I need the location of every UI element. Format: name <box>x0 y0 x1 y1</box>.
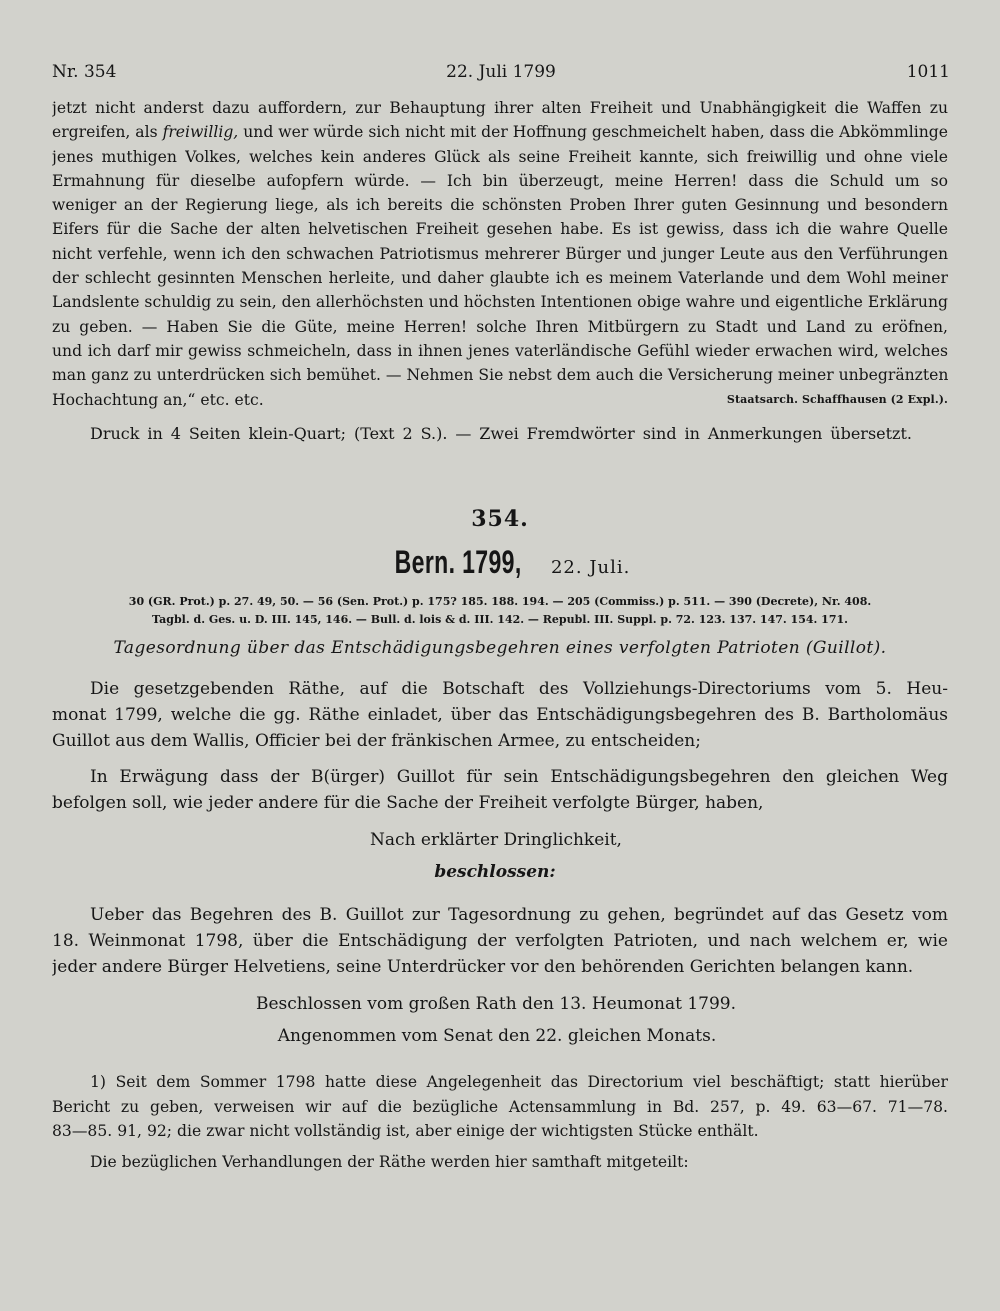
text-line: jetzt nicht anderst dazu auffordern, zur Behauptung ihrer alten Freiheit und Unabhängigkeit die Waffen zu <box>52 99 948 117</box>
urgency-line: Nach erklärter Dringlichkeit, <box>370 830 622 850</box>
footnote-line: 83—85. 91, 92; die zwar nicht vollständig ist, aber einige der wichtigsten Stücke enthält. <box>52 1122 759 1140</box>
paragraph-considering <box>52 764 948 816</box>
text-line: Eifers für die Sache der alten helvetischen Freiheit gesehen habe. Es ist gewiss, dass ich die wahre Quelle <box>52 220 948 239</box>
text-line: ergreifen, als freiwillig, und wer würde sich nicht mit der Hoffnung geschmeichelt haben, dass die Abkömmlinge <box>52 123 948 142</box>
text-line: zu geben. — Haben Sie die Güte, meine Herren! solche Ihren Mitbürgern zu Stadt und Land zu eröfnen, <box>52 317 948 336</box>
paragraph-preamble <box>52 676 948 754</box>
resolved-heading: beschlossen: <box>434 862 556 882</box>
print-note: Druck in 4 Seiten klein-Quart; (Text 2 S.). — Zwei Fremdwörter sind in Anmerkungen übersetzt. <box>90 424 912 443</box>
text-line: man ganz zu unterdrücken sich bemühet. — Nehmen Sie nebst dem auch die Versicherung meiner unbegränzten <box>52 366 948 385</box>
continuation-text <box>52 96 948 412</box>
document-place: Bern. 1799, <box>394 544 522 580</box>
document-subject: Tagesordnung über das Entschädigungsbegehren eines verfolgten Patrioten (Guillot). <box>113 638 887 658</box>
footnote <box>52 1070 948 1174</box>
text-line: Ueber das Begehren des B. Guillot zur Tagesordnung zu gehen, begründet auf das Gesetz vom <box>90 905 948 925</box>
text-line: weniger an der Regierung liege, als ich bereits die schönsten Proben Ihrer guten Gesinnung und besondern <box>52 196 948 215</box>
text-line: befolgen soll, wie jeder andere für die Sache der Freiheit verfolgte Bürger, haben, <box>52 793 764 813</box>
page-header <box>52 62 950 84</box>
document-date: 22. Juli. <box>550 557 631 578</box>
text-line: Guillot aus dem Wallis, Officier bei der fränkischen Armee, zu entscheiden; <box>52 731 701 751</box>
text-line: 18. Weinmonat 1798, über die Entschädigung der verfolgten Patrioten, und nach welchem er, wie <box>52 931 948 951</box>
header-date: 22. Juli 1799 <box>446 62 556 82</box>
adoption-senate: Angenommen vom Senat den 22. gleichen Monats. <box>277 1026 717 1046</box>
paragraph-resolution <box>52 902 948 980</box>
text-line: Die gesetzgebenden Räthe, auf die Botschaft des Vollziehungs-Directoriums vom 5. Heu- <box>90 679 948 699</box>
text-line: der schlecht gesinnten Menschen herleite, und daher glaubte ich es meinem Vaterlande und dem Wohl meiner <box>52 269 948 288</box>
text-line: und ich darf mir gewiss schmeicheln, dass in ihnen jenes vaterländische Gefühl wieder erwachen wird, welches <box>52 341 948 360</box>
adoption-great-council: Beschlossen vom großen Rath den 13. Heumonat 1799. <box>255 994 737 1014</box>
emphasis-text: freiwillig, <box>162 123 239 142</box>
archive-source: Staatsarch. Schaffhausen (2 Expl.). <box>726 392 948 406</box>
text-line: jeder andere Bürger Helvetiens, seine Unterdrücker vor den behörenden Gerichten belangen kann. <box>52 957 914 977</box>
header-page-number: 1011 <box>906 62 950 82</box>
reference-line: Tagbl. d. Ges. u. D. III. 145, 146. — Bull. d. lois & d. III. 142. — Republ. III. Suppl. p. 72. 123. 137. 147. 154. 171. <box>152 613 848 626</box>
text-line-with-source <box>52 388 948 412</box>
document-place-date <box>0 544 1000 581</box>
text-line: In Erwägung dass der B(ürger) Guillot für sein Entschädigungsbegehren den gleichen Weg <box>90 767 948 787</box>
footnote-line: Bericht zu geben, verweisen wir auf die bezügliche Actensammlung in Bd. 257, p. 49. 63—67. 71—78. <box>52 1097 948 1116</box>
reference-line: 30 (GR. Prot.) p. 27. 49, 50. — 56 (Sen. Prot.) p. 175? 185. 188. 194. — 205 (Commiss.) p. 511. — 390 (Decrete), Nr. 408. <box>128 595 872 608</box>
header-document-number: Nr. 354 <box>52 62 117 82</box>
text-line: nicht verfehle, wenn ich den schwachen Patriotismus mehrerer Bürger und junger Leute aus den Verführungen <box>52 244 948 263</box>
text-line: Landslente schuldig zu sein, den allerhöchsten und höchsten Intentionen obige wahre und eigentliche Erklärung <box>52 293 948 312</box>
document-number: 354. <box>471 506 529 532</box>
footnote-line: 1) Seit dem Sommer 1798 hatte diese Angelegenheit das Directorium viel beschäftigt; statt hierüber <box>90 1073 948 1091</box>
text-line: Ermahnung für dieselbe aufopfern würde. — Ich bin überzeugt, meine Herren! dass die Schuld um so <box>52 171 948 190</box>
text-line: jenes muthigen Volkes, welches kein anderes Glück als seine Freiheit kannte, sich freiwillig und ohne viele <box>52 147 948 166</box>
closing-text: Hochachtung an,“ etc. etc. <box>52 390 264 409</box>
footnote-line: Die bezüglichen Verhandlungen der Räthe werden hier samthaft mitgeteilt: <box>90 1152 689 1171</box>
text-line: monat 1799, welche die gg. Räthe einladet, über das Entschädigungsbegehren des B. Bartholomäus <box>52 705 948 725</box>
